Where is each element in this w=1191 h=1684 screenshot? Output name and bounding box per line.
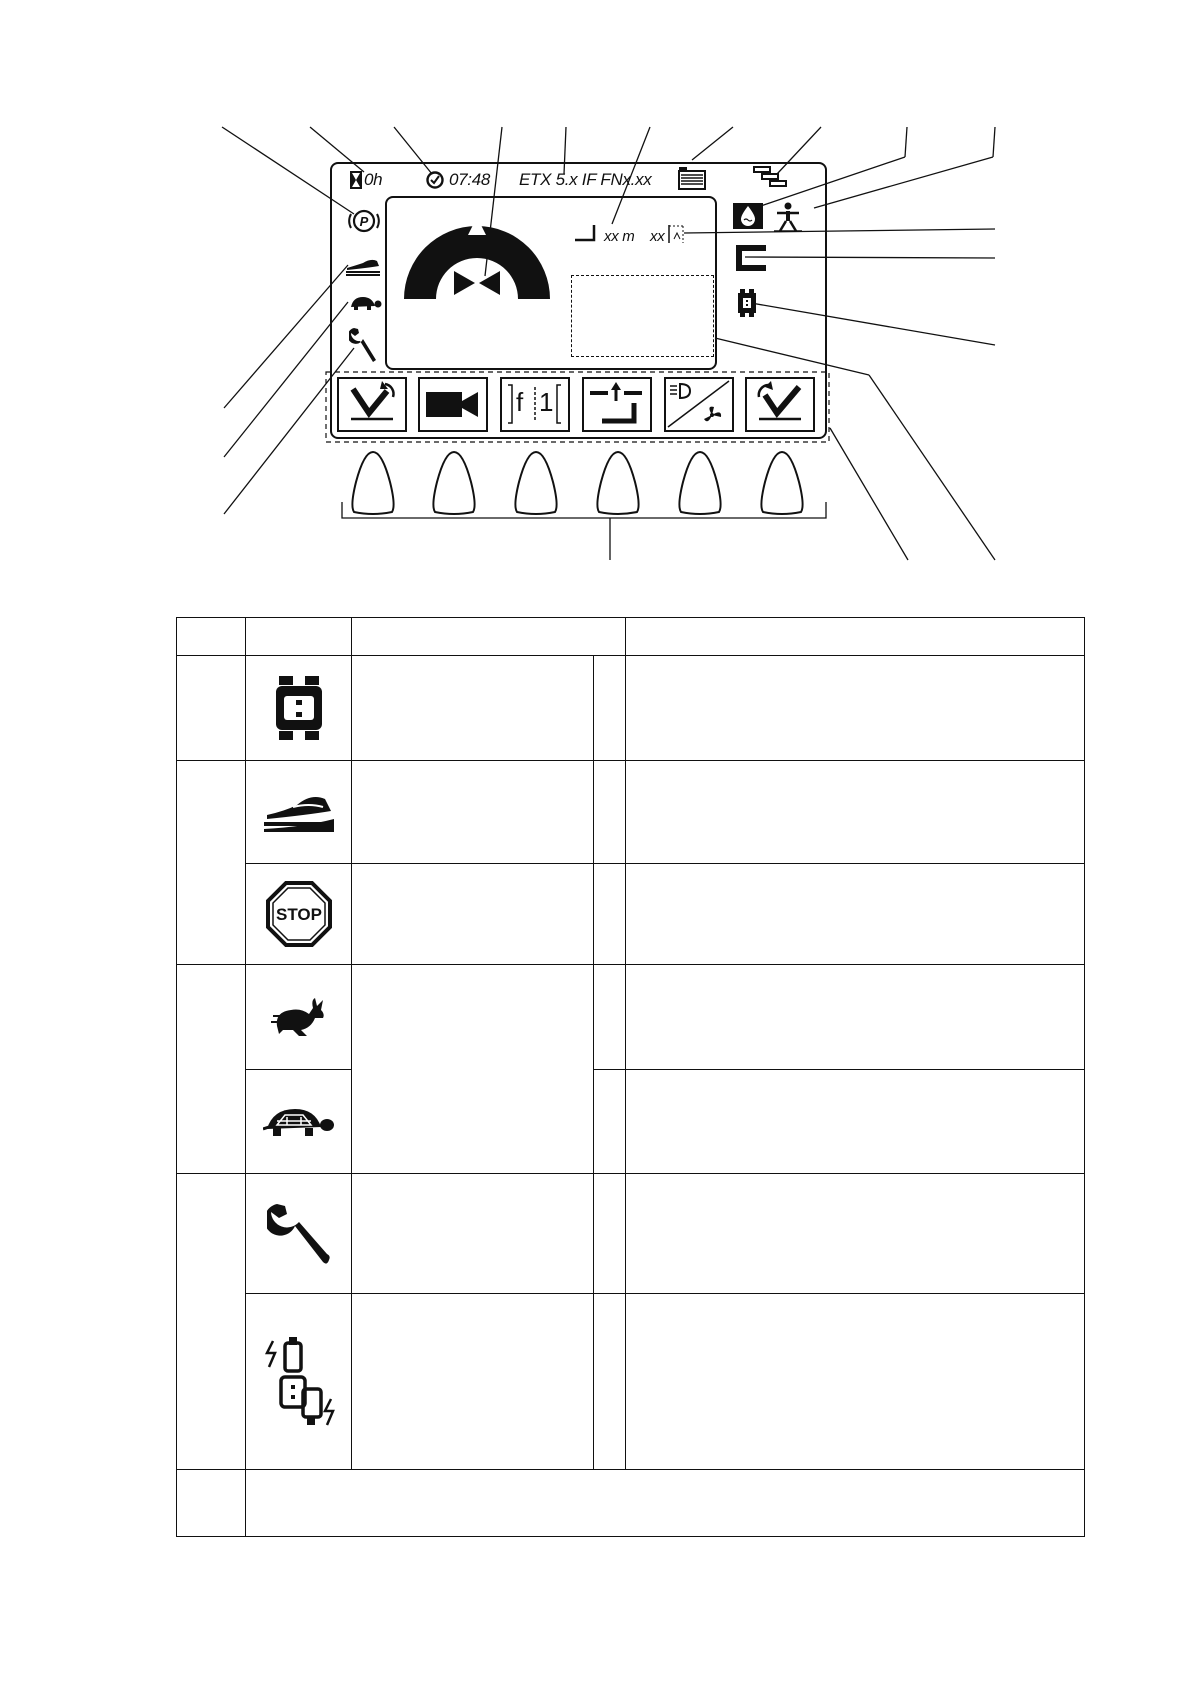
row-number bbox=[177, 656, 246, 761]
tortoise-icon bbox=[348, 294, 382, 312]
row-marker bbox=[594, 965, 626, 1070]
f1-label-f: f bbox=[516, 387, 524, 417]
chain-fault-icon bbox=[263, 1337, 335, 1427]
lift-levels-icon bbox=[753, 165, 789, 191]
height-value-2: xx bbox=[650, 228, 665, 245]
softkey-5[interactable] bbox=[677, 450, 723, 516]
fork-tilt-back-icon bbox=[339, 379, 404, 429]
row-description bbox=[352, 1294, 594, 1470]
fork-height-icon bbox=[574, 224, 598, 242]
function-key-4[interactable] bbox=[582, 377, 652, 432]
camera-icon bbox=[420, 379, 485, 429]
creep-speed-icon bbox=[263, 791, 335, 833]
legend-row bbox=[177, 761, 1085, 864]
row-marker bbox=[594, 761, 626, 864]
hare-icon bbox=[271, 996, 327, 1038]
row-note bbox=[626, 1070, 1085, 1174]
row-marker bbox=[594, 1070, 626, 1174]
row-description bbox=[352, 656, 594, 761]
softkey-1[interactable] bbox=[350, 450, 396, 516]
stop-icon-label: STOP bbox=[275, 905, 322, 924]
row-number bbox=[177, 965, 246, 1174]
legend-table bbox=[176, 617, 1085, 1537]
function-bar bbox=[337, 377, 820, 434]
chain-icon bbox=[738, 289, 756, 317]
hydraulic-oil-icon bbox=[733, 203, 763, 229]
legend-row bbox=[177, 1294, 1085, 1470]
chain-icon bbox=[276, 676, 322, 740]
legend-row bbox=[177, 1174, 1085, 1294]
row-note bbox=[626, 761, 1085, 864]
row-number bbox=[177, 761, 246, 965]
function-key-2[interactable] bbox=[418, 377, 488, 432]
footer-number bbox=[177, 1470, 246, 1537]
function-key-6[interactable] bbox=[745, 377, 815, 432]
hourglass-icon bbox=[350, 171, 362, 189]
wrench-icon bbox=[349, 327, 379, 363]
legend-header bbox=[177, 618, 1085, 656]
row-marker bbox=[594, 864, 626, 965]
legend-row bbox=[177, 864, 1085, 965]
row-description bbox=[352, 965, 594, 1174]
operating-hours: 0h bbox=[364, 170, 383, 189]
row-note bbox=[626, 1294, 1085, 1470]
lift-preselect-icon bbox=[584, 379, 649, 429]
header-col-1 bbox=[177, 618, 246, 656]
legend-footer-row bbox=[177, 1470, 1085, 1537]
legend-row bbox=[177, 1070, 1085, 1174]
row-description bbox=[352, 1174, 594, 1294]
row-marker bbox=[594, 656, 626, 761]
light-fan-icon bbox=[666, 379, 731, 429]
parking-brake-icon bbox=[347, 206, 381, 236]
operator-icon bbox=[771, 202, 805, 232]
footer-text bbox=[246, 1470, 1085, 1537]
row-number bbox=[177, 1174, 246, 1470]
header-col-3 bbox=[352, 618, 626, 656]
function-key-3[interactable] bbox=[500, 377, 570, 432]
row-marker bbox=[594, 1174, 626, 1294]
header-col-2 bbox=[246, 618, 352, 656]
function-key-5[interactable] bbox=[664, 377, 734, 432]
battery-icon bbox=[678, 166, 706, 190]
tortoise-icon bbox=[263, 1105, 335, 1139]
clock-icon bbox=[426, 171, 444, 189]
legend-row bbox=[177, 656, 1085, 761]
svg-text:P: P bbox=[359, 214, 369, 229]
legend-row bbox=[177, 965, 1085, 1070]
f1-label-1: 1 bbox=[539, 387, 554, 417]
height-value: xx m bbox=[604, 228, 635, 245]
softkey-6[interactable] bbox=[759, 450, 805, 516]
row-description bbox=[352, 761, 594, 864]
model-info: ETX 5.x IF FNx.xx bbox=[519, 170, 652, 189]
fork-clamp-icon bbox=[734, 243, 768, 273]
clock-time: 07:48 bbox=[449, 170, 491, 189]
softkey-4[interactable] bbox=[595, 450, 641, 516]
row-note bbox=[626, 1174, 1085, 1294]
f1-preselect-icon bbox=[502, 379, 567, 429]
row-note bbox=[626, 656, 1085, 761]
message-area bbox=[571, 275, 714, 357]
fork-tilt-forward-icon bbox=[747, 379, 812, 429]
steering-direction-gauge bbox=[402, 211, 552, 301]
header-col-4 bbox=[626, 618, 1085, 656]
row-marker bbox=[594, 1294, 626, 1470]
function-key-1[interactable] bbox=[337, 377, 407, 432]
row-description bbox=[352, 864, 594, 965]
load-height-icon bbox=[666, 224, 686, 244]
creep-speed-icon bbox=[345, 256, 381, 276]
softkey-2[interactable] bbox=[431, 450, 477, 516]
softkey-3[interactable] bbox=[513, 450, 559, 516]
wrench-icon bbox=[267, 1202, 331, 1266]
stop-icon bbox=[266, 881, 332, 947]
row-note bbox=[626, 965, 1085, 1070]
row-note bbox=[626, 864, 1085, 965]
